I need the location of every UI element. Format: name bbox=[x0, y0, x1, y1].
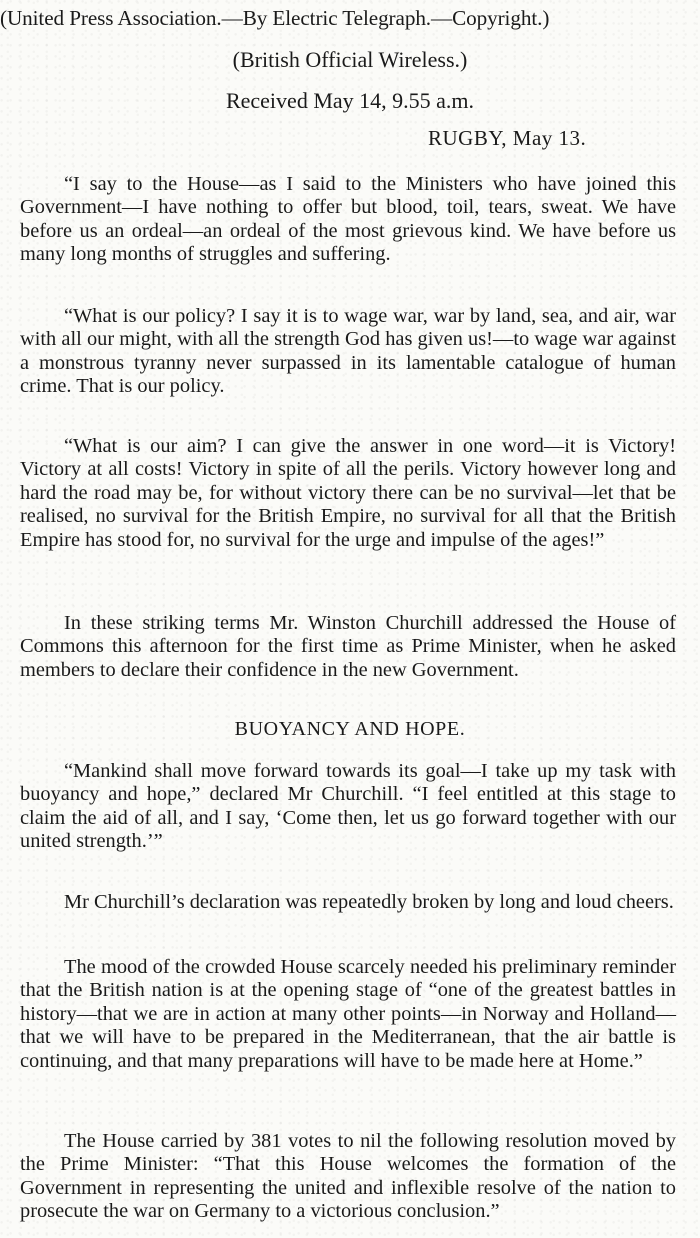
paragraph-mankind: “Mankind shall move forward towards its goal—I take up my task with buoyancy and hope,” declared Mr Churchill. “I feel entitled at this stage to claim the aid of all, and I say, ‘Come then, let us go forward together with our united strength.’” bbox=[20, 760, 676, 853]
paragraph-context: In these striking terms Mr. Winston Churchill addressed the House of Commons this afternoon for the first time as Prime Minister, when he asked members to declare their confidence in the new Government. bbox=[20, 612, 676, 681]
dateline: RUGBY, May 13. bbox=[428, 126, 587, 150]
paragraph-quote-policy: “What is our policy? I say it is to wage war, war by land, sea, and air, war with all our might, with all the strength God has given us!—to wage war against a monstrous tyranny never surpassed in its lamentable catalogue of human crime. That is our policy. bbox=[20, 305, 676, 398]
received-line: Received May 14, 9.55 a.m. bbox=[225, 88, 475, 113]
paragraph-quote-aim: “What is our aim? I can give the answer in one word—it is Victory! Victory at all costs! Victory in spite of all the perils. Victory however long and hard the road may be, for without victory there can be no survival—let that be realised, no survival for the British Empire, no survival for all that the British Empire has stood for, no survival for the urge and impulse of the ages!” bbox=[20, 435, 676, 551]
paragraph-mood: The mood of the crowded House scarcely needed his preliminary reminder that the British nation is at the opening stage of “one of the greatest battles in history—that we are in action at many other points—in Norway and Holland—that we will have to be prepared in the Mediterranean, that the air battle is continuing, and that many preparations will have to be made here at Home.” bbox=[20, 956, 676, 1072]
source-line: (British Official Wireless.) bbox=[232, 47, 468, 72]
agency-line: (United Press Association.—By Electric Telegraph.—Copyright.) bbox=[0, 6, 550, 30]
paragraph-resolution: The House carried by 381 votes to nil the following resolution moved by the Prime Minister: “That this House welcomes the formation of the Government in representing the united and inflexible resolve of the nation to prosecute the war on Germany to a victorious conclusion.” bbox=[20, 1130, 676, 1223]
paragraph-quote-offer: “I say to the House—as I said to the Ministers who have joined this Government—I have nothing to offer but blood, toil, tears, sweat. We have before us an ordeal—an ordeal of the most grievous kind. We have before us many long months of struggles and suffering. bbox=[20, 173, 676, 266]
subheading: BUOYANCY AND HOPE. bbox=[234, 718, 466, 740]
paragraph-cheers: Mr Churchill’s declaration was repeatedly broken by long and loud cheers. bbox=[64, 891, 674, 913]
